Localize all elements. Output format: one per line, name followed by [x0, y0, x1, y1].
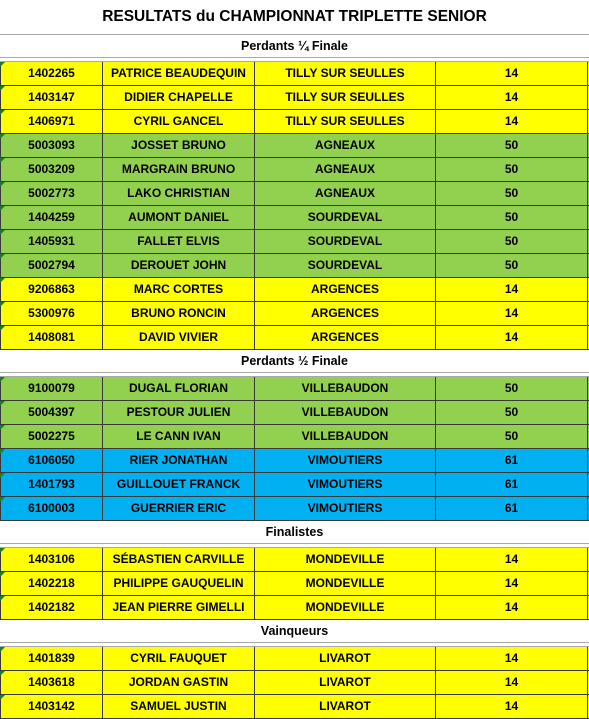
points-cell: 50	[436, 254, 588, 277]
player-id-cell: 9206863	[0, 278, 103, 301]
table-row	[0, 326, 589, 350]
club-cell: AGNEAUX	[255, 182, 436, 205]
table-row	[0, 278, 589, 302]
player-name-cell: PATRICE BEAUDEQUIN	[103, 62, 255, 85]
table-row	[0, 254, 589, 278]
player-id-cell: 1401839	[0, 647, 103, 670]
table-row	[0, 86, 589, 110]
points-cell: 14	[436, 548, 588, 571]
table-row	[0, 473, 589, 497]
player-id-cell: 1401793	[0, 473, 103, 496]
points-cell: 50	[436, 425, 588, 448]
player-id-cell: 5004397	[0, 401, 103, 424]
player-name-cell: DIDIER CHAPELLE	[103, 86, 255, 109]
player-name-cell: RIER JONATHAN	[103, 449, 255, 472]
player-id-cell: 1404259	[0, 206, 103, 229]
player-name-cell: MARC CORTES	[103, 278, 255, 301]
club-cell: TILLY SUR SEULLES	[255, 86, 436, 109]
table-row	[0, 425, 589, 449]
player-id-cell: 5002275	[0, 425, 103, 448]
club-cell: ARGENCES	[255, 326, 436, 349]
section-heading: Perdants ¼ Finale	[0, 35, 589, 58]
club-cell: SOURDEVAL	[255, 230, 436, 253]
player-id-cell: 5002794	[0, 254, 103, 277]
points-cell: 50	[436, 401, 588, 424]
club-cell: TILLY SUR SEULLES	[255, 62, 436, 85]
table-row	[0, 206, 589, 230]
player-name-cell: JEAN PIERRE GIMELLI	[103, 596, 255, 619]
table-row	[0, 230, 589, 254]
club-cell: VILLEBAUDON	[255, 425, 436, 448]
player-id-cell: 1406971	[0, 110, 103, 133]
points-cell: 50	[436, 182, 588, 205]
table-row	[0, 572, 589, 596]
club-cell: VILLEBAUDON	[255, 401, 436, 424]
player-name-cell: FALLET ELVIS	[103, 230, 255, 253]
club-cell: AGNEAUX	[255, 158, 436, 181]
player-name-cell: PHILIPPE GAUQUELIN	[103, 572, 255, 595]
club-cell: LIVAROT	[255, 695, 436, 718]
player-name-cell: SAMUEL JUSTIN	[103, 695, 255, 718]
table-row	[0, 497, 589, 521]
player-name-cell: BRUNO RONCIN	[103, 302, 255, 325]
player-id-cell: 5300976	[0, 302, 103, 325]
points-cell: 14	[436, 647, 588, 670]
table-row	[0, 548, 589, 572]
table-row	[0, 695, 589, 719]
player-id-cell: 1405931	[0, 230, 103, 253]
player-id-cell: 1402218	[0, 572, 103, 595]
player-id-cell: 1402265	[0, 62, 103, 85]
player-name-cell: GUERRIER ERIC	[103, 497, 255, 520]
points-cell: 14	[436, 62, 588, 85]
points-cell: 14	[436, 671, 588, 694]
player-name-cell: CYRIL FAUQUET	[103, 647, 255, 670]
points-cell: 50	[436, 134, 588, 157]
points-cell: 50	[436, 230, 588, 253]
player-name-cell: LE CANN IVAN	[103, 425, 255, 448]
player-id-cell: 9100079	[0, 377, 103, 400]
club-cell: AGNEAUX	[255, 134, 436, 157]
table-row	[0, 671, 589, 695]
results-table	[0, 35, 589, 719]
player-name-cell: PESTOUR JULIEN	[103, 401, 255, 424]
points-cell: 61	[436, 449, 588, 472]
player-name-cell: LAKO CHRISTIAN	[103, 182, 255, 205]
club-cell: SOURDEVAL	[255, 206, 436, 229]
points-cell: 50	[436, 377, 588, 400]
club-cell: LIVAROT	[255, 647, 436, 670]
player-name-cell: SÉBASTIEN CARVILLE	[103, 548, 255, 571]
player-id-cell: 1403142	[0, 695, 103, 718]
points-cell: 61	[436, 473, 588, 496]
player-id-cell: 6106050	[0, 449, 103, 472]
table-row	[0, 110, 589, 134]
club-cell: ARGENCES	[255, 278, 436, 301]
points-cell: 14	[436, 695, 588, 718]
player-id-cell: 1403147	[0, 86, 103, 109]
points-cell: 61	[436, 497, 588, 520]
club-cell: VIMOUTIERS	[255, 497, 436, 520]
player-name-cell: JORDAN GASTIN	[103, 671, 255, 694]
club-cell: TILLY SUR SEULLES	[255, 110, 436, 133]
table-row	[0, 401, 589, 425]
page-title: RESULTATS du CHAMPIONNAT TRIPLETTE SENIOR	[0, 0, 589, 35]
section-heading: Finalistes	[0, 521, 589, 544]
section-heading: Vainqueurs	[0, 620, 589, 643]
table-row	[0, 158, 589, 182]
club-cell: MONDEVILLE	[255, 596, 436, 619]
club-cell: VILLEBAUDON	[255, 377, 436, 400]
club-cell: MONDEVILLE	[255, 548, 436, 571]
player-id-cell: 1403618	[0, 671, 103, 694]
points-cell: 14	[436, 278, 588, 301]
table-row	[0, 377, 589, 401]
player-id-cell: 6100003	[0, 497, 103, 520]
section-heading: Perdants ½ Finale	[0, 350, 589, 373]
table-row	[0, 62, 589, 86]
points-cell: 14	[436, 572, 588, 595]
player-id-cell: 1403106	[0, 548, 103, 571]
table-row	[0, 596, 589, 620]
player-id-cell: 5003209	[0, 158, 103, 181]
player-name-cell: AUMONT DANIEL	[103, 206, 255, 229]
points-cell: 14	[436, 326, 588, 349]
table-row	[0, 449, 589, 473]
player-name-cell: DUGAL FLORIAN	[103, 377, 255, 400]
player-id-cell: 1408081	[0, 326, 103, 349]
club-cell: SOURDEVAL	[255, 254, 436, 277]
club-cell: VIMOUTIERS	[255, 449, 436, 472]
table-row	[0, 134, 589, 158]
club-cell: VIMOUTIERS	[255, 473, 436, 496]
club-cell: LIVAROT	[255, 671, 436, 694]
player-name-cell: DAVID VIVIER	[103, 326, 255, 349]
points-cell: 14	[436, 302, 588, 325]
player-id-cell: 5002773	[0, 182, 103, 205]
player-id-cell: 5003093	[0, 134, 103, 157]
club-cell: ARGENCES	[255, 302, 436, 325]
points-cell: 14	[436, 110, 588, 133]
points-cell: 14	[436, 86, 588, 109]
player-name-cell: GUILLOUET FRANCK	[103, 473, 255, 496]
player-name-cell: JOSSET BRUNO	[103, 134, 255, 157]
player-name-cell: DEROUET JOHN	[103, 254, 255, 277]
points-cell: 14	[436, 596, 588, 619]
player-id-cell: 1402182	[0, 596, 103, 619]
table-row	[0, 182, 589, 206]
player-name-cell: CYRIL GANCEL	[103, 110, 255, 133]
points-cell: 50	[436, 158, 588, 181]
points-cell: 50	[436, 206, 588, 229]
table-row	[0, 302, 589, 326]
table-row	[0, 647, 589, 671]
player-name-cell: MARGRAIN BRUNO	[103, 158, 255, 181]
club-cell: MONDEVILLE	[255, 572, 436, 595]
